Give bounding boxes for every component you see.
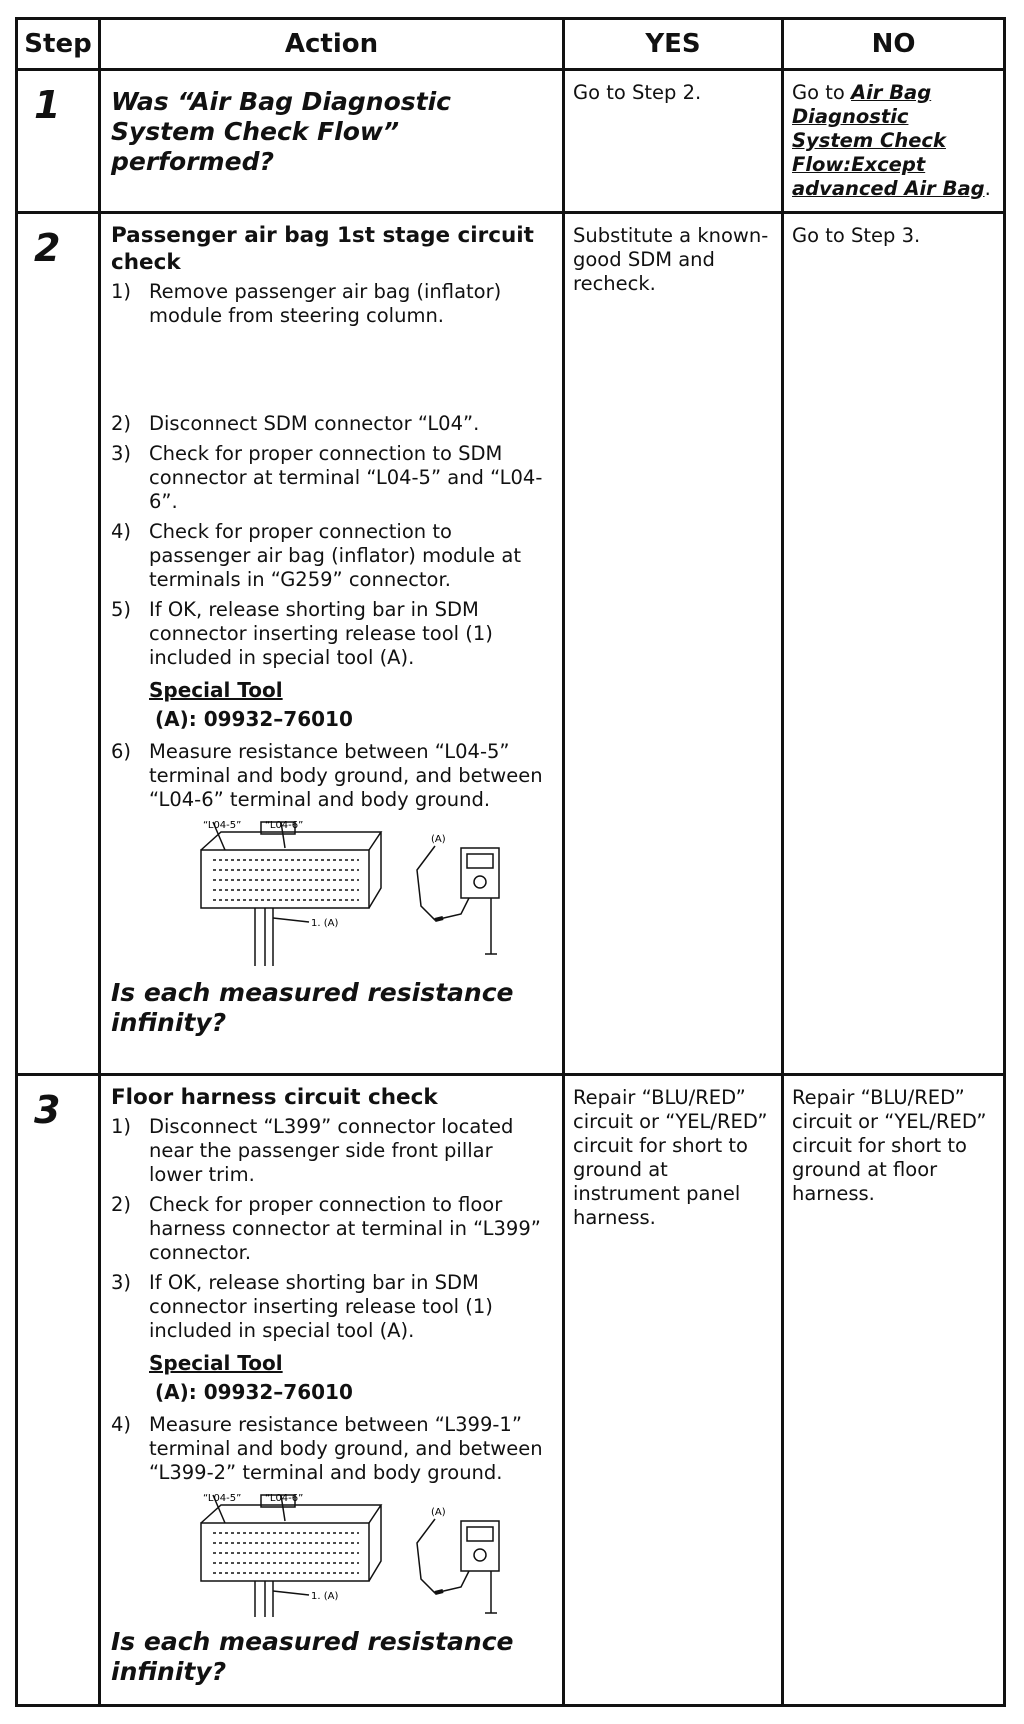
figure-label-3: 1. (A) <box>311 918 339 929</box>
connector-measurement-figure <box>199 1491 519 1619</box>
list-item: 1) Remove passenger air bag (inflator) module from steering column. <box>111 280 502 327</box>
yes-cell: Substitute a known-good SDM and recheck. <box>564 213 783 1075</box>
step-question: Is each measured resistance infinity? <box>111 978 514 1037</box>
action-cell <box>100 70 564 213</box>
step-question: Is each measured resistance infinity? <box>111 1627 514 1686</box>
yes-cell: Repair “BLU/RED” circuit or “YEL/RED” circuit for short to ground at instrument panel harness. <box>564 1075 783 1706</box>
yes-cell: Go to Step 2. <box>564 70 783 213</box>
step-row-3 <box>17 1075 1005 1706</box>
special-tool <box>149 1349 552 1407</box>
special-tool-label: Special Tool <box>149 1351 283 1375</box>
header-action: Action <box>100 19 564 70</box>
special-tool-label: Special Tool <box>149 678 283 702</box>
no-cell <box>783 70 1005 213</box>
list-item: 1) Disconnect “L399” connector located near the passenger side front pillar lower trim. <box>111 1115 514 1186</box>
list-item: 4) Check for proper connection to passenger air bag (inflator) module at terminals in “G259” connector. <box>111 520 521 591</box>
release-tool-icon <box>255 1581 273 1617</box>
figure-label-1: “L04-5” <box>203 820 242 831</box>
figure-label-4: (A) <box>431 834 446 845</box>
step-title: Passenger air bag 1st stage circuit check <box>111 223 534 275</box>
list-item: 5) If OK, release shorting bar in SDM connector inserting release tool (1) included in special tool (A). <box>111 598 493 669</box>
connector-measurement-figure <box>199 818 519 968</box>
special-tool-number: (A): 09932–76010 <box>155 707 353 731</box>
release-tool-icon <box>255 908 273 966</box>
special-tool <box>149 676 552 734</box>
no-cell: Go to Step 3. <box>783 213 1005 1075</box>
list-item: 2) Check for proper connection to floor harness connector at terminal in “L399” connector. <box>111 1193 541 1264</box>
figure-label-3: 1. (A) <box>311 1591 339 1602</box>
diagnostic-table <box>15 17 1006 1707</box>
no-prefix: Go to <box>792 81 852 104</box>
check-flow-link[interactable]: Air Bag Diagnostic System Check Flow:Except advanced Air Bag <box>792 81 985 200</box>
figure-label-2: “L04-6” <box>265 820 304 831</box>
figure-label-1: “L04-5” <box>203 1493 242 1504</box>
list-item: 6) Measure resistance between “L04-5” terminal and body ground, and between “L04-6” terminal and body ground. <box>111 740 543 811</box>
header-no: NO <box>783 19 1005 70</box>
list-item: 4) Measure resistance between “L399-1” terminal and body ground, and between “L399-2” terminal and body ground. <box>111 1413 543 1484</box>
special-tool-number: (A): 09932–76010 <box>155 1380 353 1404</box>
step-question: Was “Air Bag Diagnostic System Check Flow” performed? <box>111 87 451 176</box>
figure-label-2: “L04-6” <box>265 1493 304 1504</box>
header-yes: YES <box>564 19 783 70</box>
no-cell: Repair “BLU/RED” circuit or “YEL/RED” circuit for short to ground at floor harness. <box>783 1075 1005 1706</box>
list-item: 3) Check for proper connection to SDM connector at terminal “L04-5” and “L04-6”. <box>111 442 543 513</box>
figure-label-4: (A) <box>431 1507 446 1518</box>
step-title: Floor harness circuit check <box>111 1085 438 1110</box>
header-row <box>17 19 1005 70</box>
header-step: Step <box>17 19 100 70</box>
step-row-2 <box>17 213 1005 1075</box>
list-item: 3) If OK, release shorting bar in SDM connector inserting release tool (1) included in special tool (A). <box>111 1271 493 1342</box>
step-row-1 <box>17 70 1005 213</box>
ground-icon <box>485 1571 497 1613</box>
list-item: 2) Disconnect SDM connector “L04”. <box>111 412 480 435</box>
action-cell <box>100 213 564 1075</box>
step-number: 2 <box>17 213 100 1075</box>
ground-icon <box>485 898 497 954</box>
action-cell <box>100 1075 564 1706</box>
no-suffix: . <box>984 177 991 200</box>
step-number: 1 <box>17 70 100 213</box>
step-number: 3 <box>17 1075 100 1706</box>
